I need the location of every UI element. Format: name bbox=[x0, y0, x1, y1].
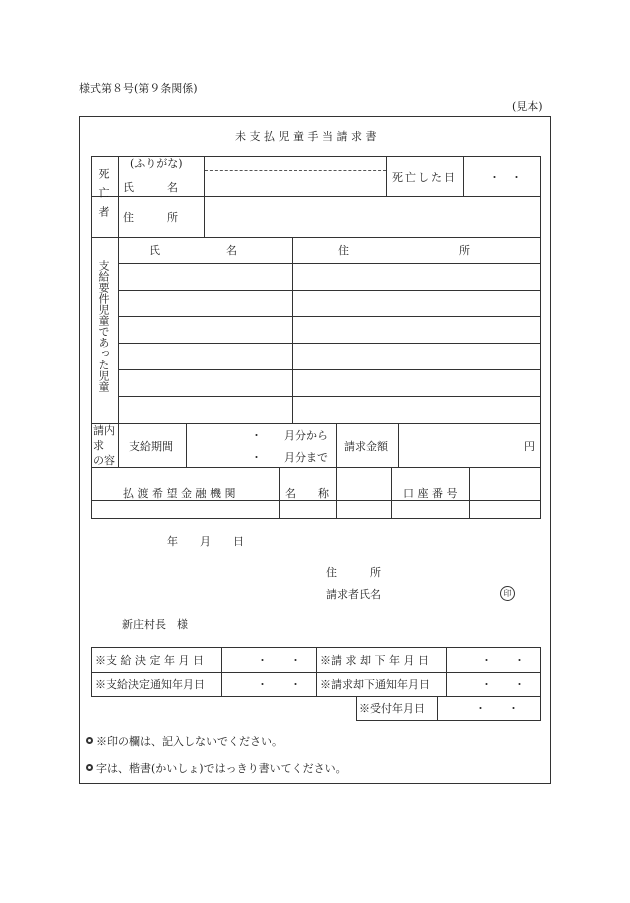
account-number-field[interactable] bbox=[471, 469, 540, 517]
bullet-icon bbox=[86, 737, 93, 744]
claimant-name-field[interactable] bbox=[380, 585, 495, 601]
rejection-notice-label: ※請求却下通知年月日 bbox=[320, 678, 430, 691]
period-from: ・ 月分から bbox=[251, 429, 328, 442]
period-to: ・ 月分まで bbox=[251, 451, 328, 464]
death-date-value: ・ ・ bbox=[489, 171, 522, 184]
claim-amount-label: 請求金額 bbox=[344, 440, 388, 453]
form-number: 様式第８号(第９条関係) bbox=[79, 82, 198, 95]
bank-name-label: 名 称 bbox=[285, 487, 329, 500]
child-address-field-5[interactable] bbox=[293, 370, 540, 396]
child-name-header: 氏 名 bbox=[149, 244, 237, 257]
decision-notice-value: ・ ・ bbox=[257, 678, 301, 691]
claim-label-2: 求 bbox=[93, 439, 104, 452]
decision-date-value: ・ ・ bbox=[257, 654, 301, 667]
signature-date-label: 年 月 日 bbox=[167, 535, 244, 548]
claimant-name-label: 請求者氏名 bbox=[326, 588, 381, 601]
child-address-header: 住 所 bbox=[338, 244, 470, 257]
child-name-field-3[interactable] bbox=[119, 317, 291, 343]
decision-notice-label: ※支給決定通知年月日 bbox=[95, 678, 205, 691]
deceased-name-label: 氏 名 bbox=[123, 181, 178, 194]
claimant-address-label: 住 所 bbox=[326, 566, 381, 579]
bank-label: 払 渡 希 望 金 融 機 関 bbox=[123, 487, 236, 500]
deceased-address-label: 住 所 bbox=[123, 211, 178, 224]
rejection-notice-value: ・ ・ bbox=[481, 678, 525, 691]
rejection-date-label: ※請 求 却 下 年 月 日 bbox=[320, 654, 429, 667]
furigana-label: (ふりがな) bbox=[130, 157, 183, 170]
receipt-date-label: ※受付年月日 bbox=[359, 702, 425, 715]
amount-unit: 円 bbox=[524, 440, 535, 453]
note-2: 字は、楷書(かいしょ)ではっきり書いてください。 bbox=[96, 762, 347, 775]
seal-mark: 印 bbox=[500, 586, 515, 601]
addressee: 新庄村長 様 bbox=[122, 618, 188, 631]
child-name-field-4[interactable] bbox=[119, 344, 291, 369]
claim-label-1: 請内 bbox=[93, 424, 115, 437]
children-section-label: 支給要件児童であった児童 bbox=[97, 260, 110, 392]
deceased-address-field[interactable] bbox=[205, 198, 540, 236]
claim-amount-field[interactable] bbox=[400, 425, 520, 466]
claimant-address-field[interactable] bbox=[380, 563, 530, 579]
child-name-field-2[interactable] bbox=[119, 291, 291, 316]
sample-label: (見本) bbox=[512, 100, 543, 113]
note-1: ※印の欄は、記入しないでください。 bbox=[96, 735, 283, 748]
bank-name-field[interactable] bbox=[337, 469, 390, 517]
rejection-date-value: ・ ・ bbox=[481, 654, 525, 667]
claim-label-3: の容 bbox=[93, 454, 115, 467]
deceased-furigana-field[interactable] bbox=[205, 158, 385, 169]
receipt-date-value: ・ ・ bbox=[475, 702, 519, 715]
decision-date-label: ※支 給 決 定 年 月 日 bbox=[95, 654, 204, 667]
child-name-field-6[interactable] bbox=[119, 397, 291, 422]
child-address-field-1[interactable] bbox=[293, 264, 540, 290]
child-name-field-5[interactable] bbox=[119, 370, 291, 396]
death-date-label: 死亡した日 bbox=[392, 171, 457, 184]
child-address-field-6[interactable] bbox=[293, 397, 540, 422]
payment-period-label: 支給期間 bbox=[129, 440, 173, 453]
deceased-section-label: 死亡者 bbox=[97, 168, 110, 225]
child-address-field-2[interactable] bbox=[293, 291, 540, 316]
account-number-label: 口 座 番 号 bbox=[403, 487, 458, 500]
deceased-name-field[interactable] bbox=[205, 172, 385, 195]
period-field[interactable] bbox=[188, 425, 248, 466]
child-name-field-1[interactable] bbox=[119, 264, 291, 290]
bullet-icon bbox=[86, 764, 93, 771]
form-title: 未 支 払 児 童 手 当 請 求 書 bbox=[235, 130, 377, 143]
child-address-field-3[interactable] bbox=[293, 317, 540, 343]
child-address-field-4[interactable] bbox=[293, 344, 540, 369]
